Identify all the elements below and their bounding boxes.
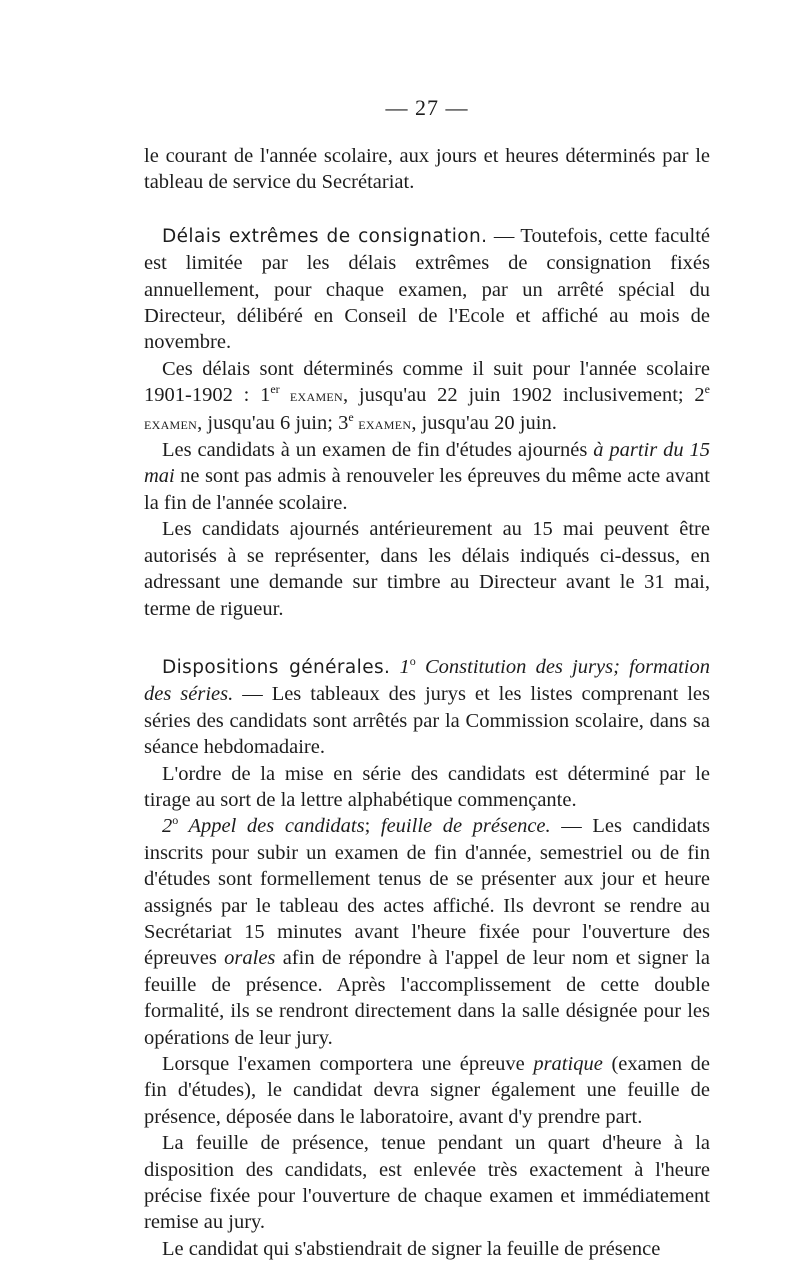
italic-text: orales [224,947,276,970]
paragraph-text: Lorsque l'examen comportera une épreuve [162,1053,534,1075]
ordinal-suffix: o [409,654,416,669]
paragraph-final [144,1236,710,1262]
paragraph-text: ne sont pas admis à renouveler les épreuves du même acte avant la fin de l'année scolaire. [144,465,710,514]
section-dispositions [144,654,710,761]
item-number: 2 [162,815,173,838]
paragraph-text: , jusqu'au 6 juin; 3 [197,411,349,434]
exam-label: examen [144,413,198,433]
paragraph-text: (examen de fin d'études), le candidat devra signer également une feuille de présence, déposée dans le laboratoire, avant d'y prendre part. [144,1053,710,1128]
section-heading-delais: Délais extrêmes de consignation. [162,225,488,247]
paragraph-dates [144,356,710,437]
section-heading-dispositions: Dispositions générales. [162,656,391,678]
paragraph-pratique [144,1051,710,1130]
paragraph-ajournes [144,437,710,516]
paragraph-text: Le candidat qui s'abstiendrait de signer la feuille de présence [162,1237,661,1260]
paragraph-anterieurement [144,516,710,622]
italic-text: à partir du 15 mai [144,439,710,488]
paragraph-text: L'ordre de la mise en série des candidats est déterminé par le tirage au sort de la lettre alphabétique commençante. [144,762,710,811]
exam-label: examen [279,386,344,406]
em-dash: — [550,815,593,838]
paragraph-feuille [144,1130,710,1236]
paragraph-ordre [144,761,710,814]
paragraph-text: Les candidats inscrits pour subir un examen de fin d'année, semestriel ou de fin d'études sont formellement tenus de se présenter aux jour et heure assignés par le tableau des actes affiché. Ils devront se rendre au Secrétariat 15 minutes avant l'heure fixée pour l'ouverture des épreuves [144,815,711,970]
ordinal-suffix: er [270,382,280,397]
paragraph-text: Les candidats ajournés antérieurement au 15 mai peuvent être autorisés à se représenter, dans les délais indiqués ci-dessus, en adressant une demande sur timbre au Directeur avant le 31 mai, terme de rigueur. [144,518,710,620]
italic-subheading: feuille de présence. [380,815,551,838]
paragraph-text: , jusqu'au 22 juin 1902 inclusivement; 2 [343,384,705,407]
italic-subheading: Constitution des jurys; formation des séries. [144,655,710,706]
paragraph-text: , jusqu'au 20 juin. [411,411,557,434]
paragraph-text: le courant de l'année scolaire, aux jours et heures déterminés par le tableau de service du Secrétariat. [144,145,710,194]
paragraph-text: La feuille de présence, tenue pendant un quart d'heure à la disposition des candidats, est enlevée très exactement à l'heure précise fixée pour l'ouverture de chaque examen et immédiatement remise au jury. [144,1132,710,1234]
paragraph-text: Les candidats à un examen de fin d'études ajournés [162,439,594,462]
italic-subheading: Appel des candidats [178,815,365,838]
paragraph-text: Toutefois, cette faculté est limitée par les délais extrêmes de consignation fixés annuellement, pour chaque examen, par un arrêté spécial du Directeur, délibéré en Conseil de l'Ecole et affiché au mois de novembre. [144,224,710,354]
ordinal-suffix: o [172,813,179,828]
paragraph-text: Les tableaux des jurys et les listes comprenant les séries des candidats sont arrêtés par la Commission scolaire, dans sa séance hebdomadaire. [144,683,711,759]
page-number: — 27 — [385,95,469,120]
em-dash: — [487,224,521,247]
italic-text: pratique [533,1053,603,1075]
section-delais [144,223,710,356]
paragraph-appel [144,813,710,1051]
exam-label: examen [353,413,412,433]
ordinal-suffix: e [704,382,710,397]
punctuation: ; [364,815,381,838]
paragraph-continuation [144,143,710,196]
page-body [144,95,710,1262]
ordinal-suffix: e [348,409,354,424]
em-dash: — [233,683,272,706]
paragraph-text: Ces délais sont déterminés comme il suit pour l'année scolaire 1901-1902 : 1 [144,357,710,407]
item-number: 1 [390,655,410,678]
paragraph-text: afin de répondre à l'appel de leur nom et signer la feuille de présence. Après l'accomplissement de cette double formalité, ils se rendront directement dans la salle désignée pour les opérations de leur jury. [144,947,710,1049]
